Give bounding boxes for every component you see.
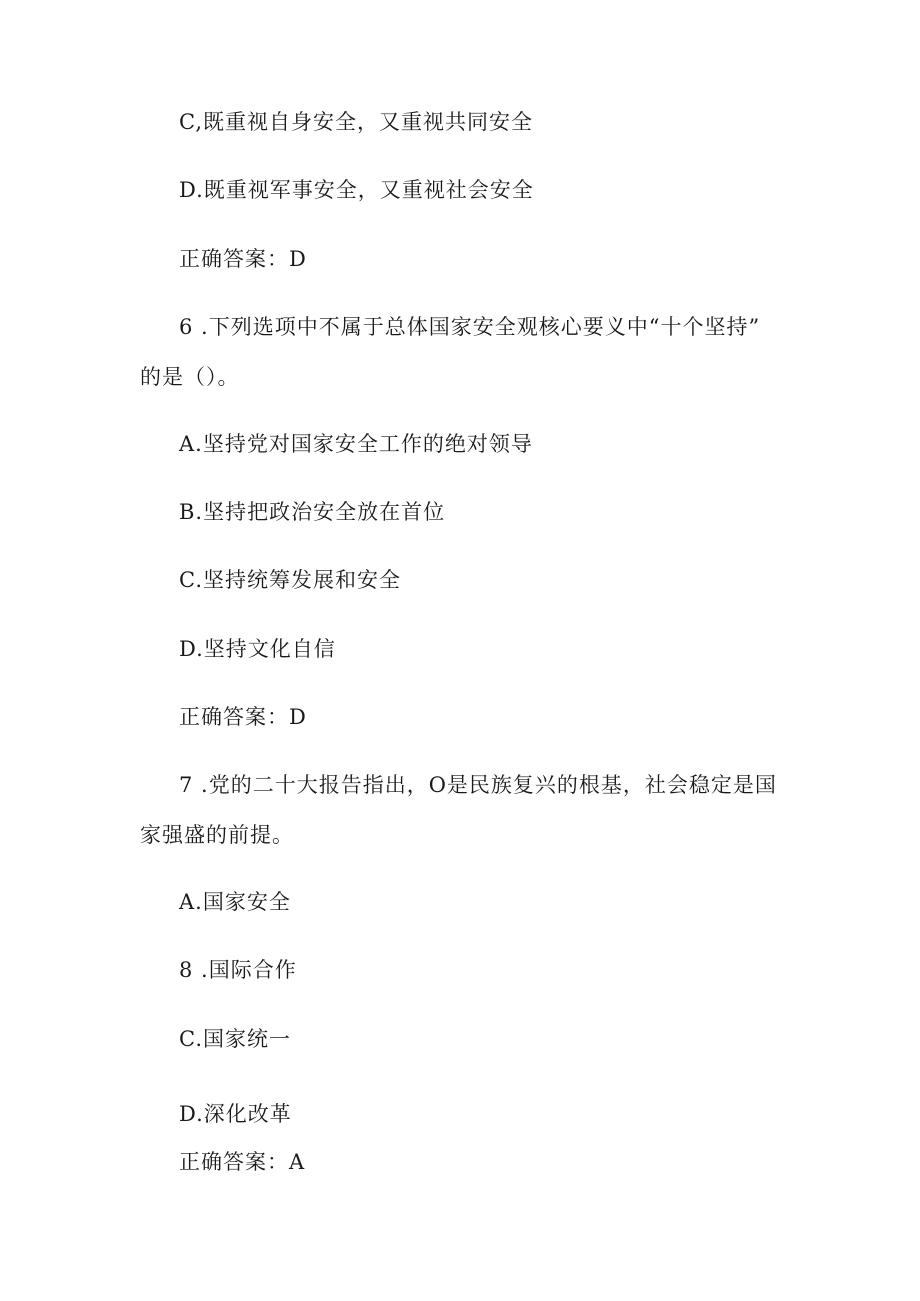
q5-option-d: D.既重视军事安全，又重视社会安全 [179, 178, 534, 202]
q6-option-a: A.坚持党对国家安全工作的绝对领导 [179, 432, 533, 456]
q7-option-a: A.国家安全 [179, 890, 291, 914]
q6-stem-line1: 6 .下列选项中不属于总体国家安全观核心要义中“十个坚持” [179, 315, 761, 339]
q6-option-c: C.坚持统筹发展和安全 [179, 568, 401, 592]
q7-stem-line1: 7 .党的二十大报告指出，O是民族复兴的根基，社会稳定是国 [179, 773, 777, 797]
q6-stem-line2: 的是（）。 [140, 365, 240, 389]
q7-option-d: D.深化改革 [179, 1102, 292, 1126]
q7-answer: 正确答案：A [179, 1150, 306, 1174]
q7-option-c: C.国家统一 [179, 1027, 291, 1051]
q7-stem-line2: 家强盛的前提。 [140, 823, 294, 847]
q7-option-b: 8 .国际合作 [179, 958, 297, 982]
q6-option-d: D.坚持文化自信 [179, 637, 336, 661]
q5-answer: 正确答案：D [179, 247, 307, 271]
q5-option-c: C,既重视自身安全，又重视共同安全 [179, 110, 533, 134]
q6-answer: 正确答案：D [179, 705, 307, 729]
q6-option-b: B.坚持把政治安全放在首位 [179, 500, 446, 524]
